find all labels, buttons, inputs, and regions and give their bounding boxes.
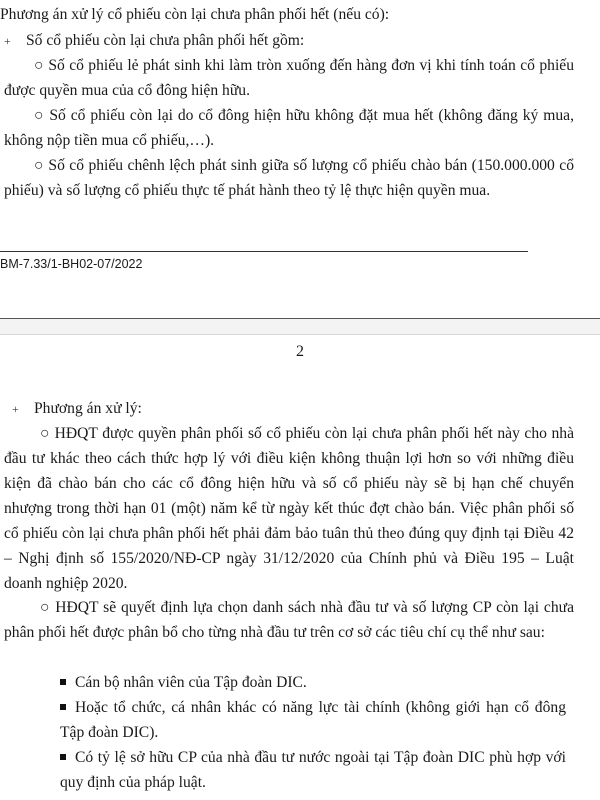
plus-bullet-icon: +	[12, 402, 19, 416]
page-number: 2	[296, 343, 304, 360]
square-bullet-icon	[60, 679, 66, 685]
circle-bullet-icon: ○	[40, 599, 56, 616]
sub-heading-row	[4, 28, 304, 54]
list-item: ○ Số cổ phiếu lẻ phát sinh khi làm tròn xuống đến hàng đơn vị khi tính toán cổ phiếu được quyền mua của cổ đông hiện hữu.	[4, 57, 575, 99]
square-bullet-icon	[60, 754, 66, 760]
section-heading: Phương án xử lý:	[34, 400, 142, 417]
criteria-item: Cán bộ nhân viên của Tập đoàn DIC.	[60, 670, 566, 695]
plus-bullet-icon: +	[4, 34, 11, 48]
criteria-item: Hoặc tổ chức, cá nhân khác có năng lực tài chính (không giới hạn cổ đông Tập đoàn DIC).	[60, 699, 566, 741]
circle-bullet-icon: ○	[40, 425, 55, 442]
circle-bullet-icon: ○	[34, 107, 50, 124]
page-1	[0, 0, 600, 318]
circle-bullet-icon: ○	[34, 157, 49, 174]
list-item: ○ Số cổ phiếu chênh lệch phát sinh giữa số lượng cổ phiếu chào bán (150.000.000 cổ phiếu) và số lượng cổ phiếu thực tế phát hành theo tỷ lệ thực hiện quyền mua.	[4, 157, 574, 199]
list-item: ○ Số cổ phiếu còn lại do cổ đông hiện hữu không đặt mua hết (không đăng ký mua, không nộp tiền mua cổ phiếu,…).	[4, 107, 574, 149]
paragraph: ○ HĐQT sẽ quyết định lựa chọn danh sách nhà đầu tư và số lượng CP còn lại chưa phân phối hết được phân bổ cho từng nhà đầu tư trên cơ sở các tiêu chí cụ thể như sau:	[4, 599, 574, 641]
square-bullet-icon	[60, 704, 66, 710]
page-2	[0, 333, 600, 800]
footer-form-code: BM-7.33/1-BH02-07/2022	[0, 257, 143, 271]
circle-bullet-icon: ○	[34, 57, 49, 74]
criteria-item: Có tỷ lệ sở hữu CP của nhà đầu tư nước ngoài tại Tập đoàn DIC phù hợp với quy định của pháp luật.	[60, 749, 566, 791]
section-heading-row	[12, 396, 142, 422]
section-heading: Phương án xử lý cổ phiếu còn lại chưa phân phối hết (nếu có):	[0, 6, 390, 23]
sub-heading: Số cổ phiếu còn lại chưa phân phối hết gồm:	[26, 32, 305, 49]
paragraph: ○ HĐQT được quyền phân phối số cổ phiếu còn lại chưa phân phối hết này cho nhà đầu tư khác theo cách thức hợp lý với điều kiện không thuận lợi hơn so với những điều kiện đã chào bán cho các cổ đông hiện hữu và số cổ phiếu này sẽ bị hạn chế chuyển nhượng trong thời hạn 01 (một) năm kể từ ngày kết thúc đợt chào bán. Việc phân phối số cổ phiếu còn lại chưa phân phối hết phải đảm bảo tuân thủ theo đúng quy định tại Điều 42 – Nghị định số 155/2020/NĐ-CP ngày 31/12/2020 của Chính phủ và Điều 195 – Luật doanh nghiệp 2020.	[4, 425, 574, 592]
